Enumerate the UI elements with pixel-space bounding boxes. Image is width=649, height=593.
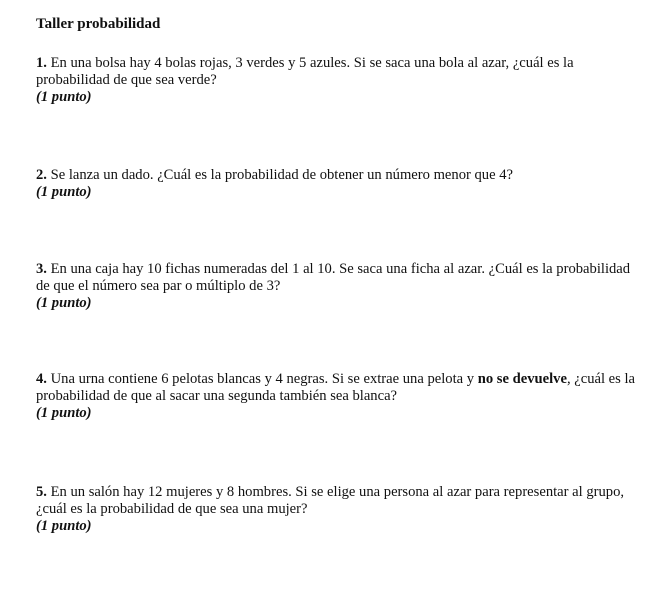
document-title: Taller probabilidad [36, 16, 161, 32]
question-2-text: Se lanza un dado. ¿Cuál es la probabilidad de obtener un número menor que 4? [50, 167, 513, 183]
question-4-number: 4. [36, 371, 47, 387]
question-4-emphasis: no se devuelve [477, 371, 567, 387]
question-3 [36, 261, 636, 312]
question-5-body [36, 484, 636, 518]
question-2-points: (1 punto) [36, 184, 92, 200]
question-5 [36, 484, 636, 535]
question-2 [36, 167, 636, 201]
question-3-text: En una caja hay 10 fichas numeradas del 1 al 10. Se saca una ficha al azar. ¿Cuál es la probabilidad de que el número sea par o múltiplo de 3? [36, 261, 631, 294]
question-3-points: (1 punto) [36, 295, 92, 311]
question-3-number: 3. [36, 261, 47, 277]
question-2-number: 2. [36, 167, 47, 183]
question-1-body [36, 55, 636, 89]
question-4-body [36, 371, 636, 405]
question-1-text: En una bolsa hay 4 bolas rojas, 3 verdes y 5 azules. Si se saca una bola al azar, ¿cuál es la probabilidad de que sea verde? [36, 55, 574, 88]
question-5-points: (1 punto) [36, 518, 92, 534]
question-4-points: (1 punto) [36, 405, 92, 421]
question-1-number: 1. [36, 55, 47, 71]
question-4 [36, 371, 636, 422]
question-5-text: En un salón hay 12 mujeres y 8 hombres. Si se elige una persona al azar para representar al grupo, ¿cuál es la probabilidad de que sea una mujer? [36, 484, 625, 517]
question-2-body [36, 167, 636, 184]
question-1-points: (1 punto) [36, 89, 92, 105]
question-4-text-after: , ¿cuál es la probabilidad de que al sacar una segunda también sea blanca? [36, 371, 636, 404]
question-1 [36, 55, 636, 106]
question-5-number: 5. [36, 484, 47, 500]
question-3-body [36, 261, 636, 295]
question-4-text-before: Una urna contiene 6 pelotas blancas y 4 negras. Si se extrae una pelota y [50, 371, 475, 387]
